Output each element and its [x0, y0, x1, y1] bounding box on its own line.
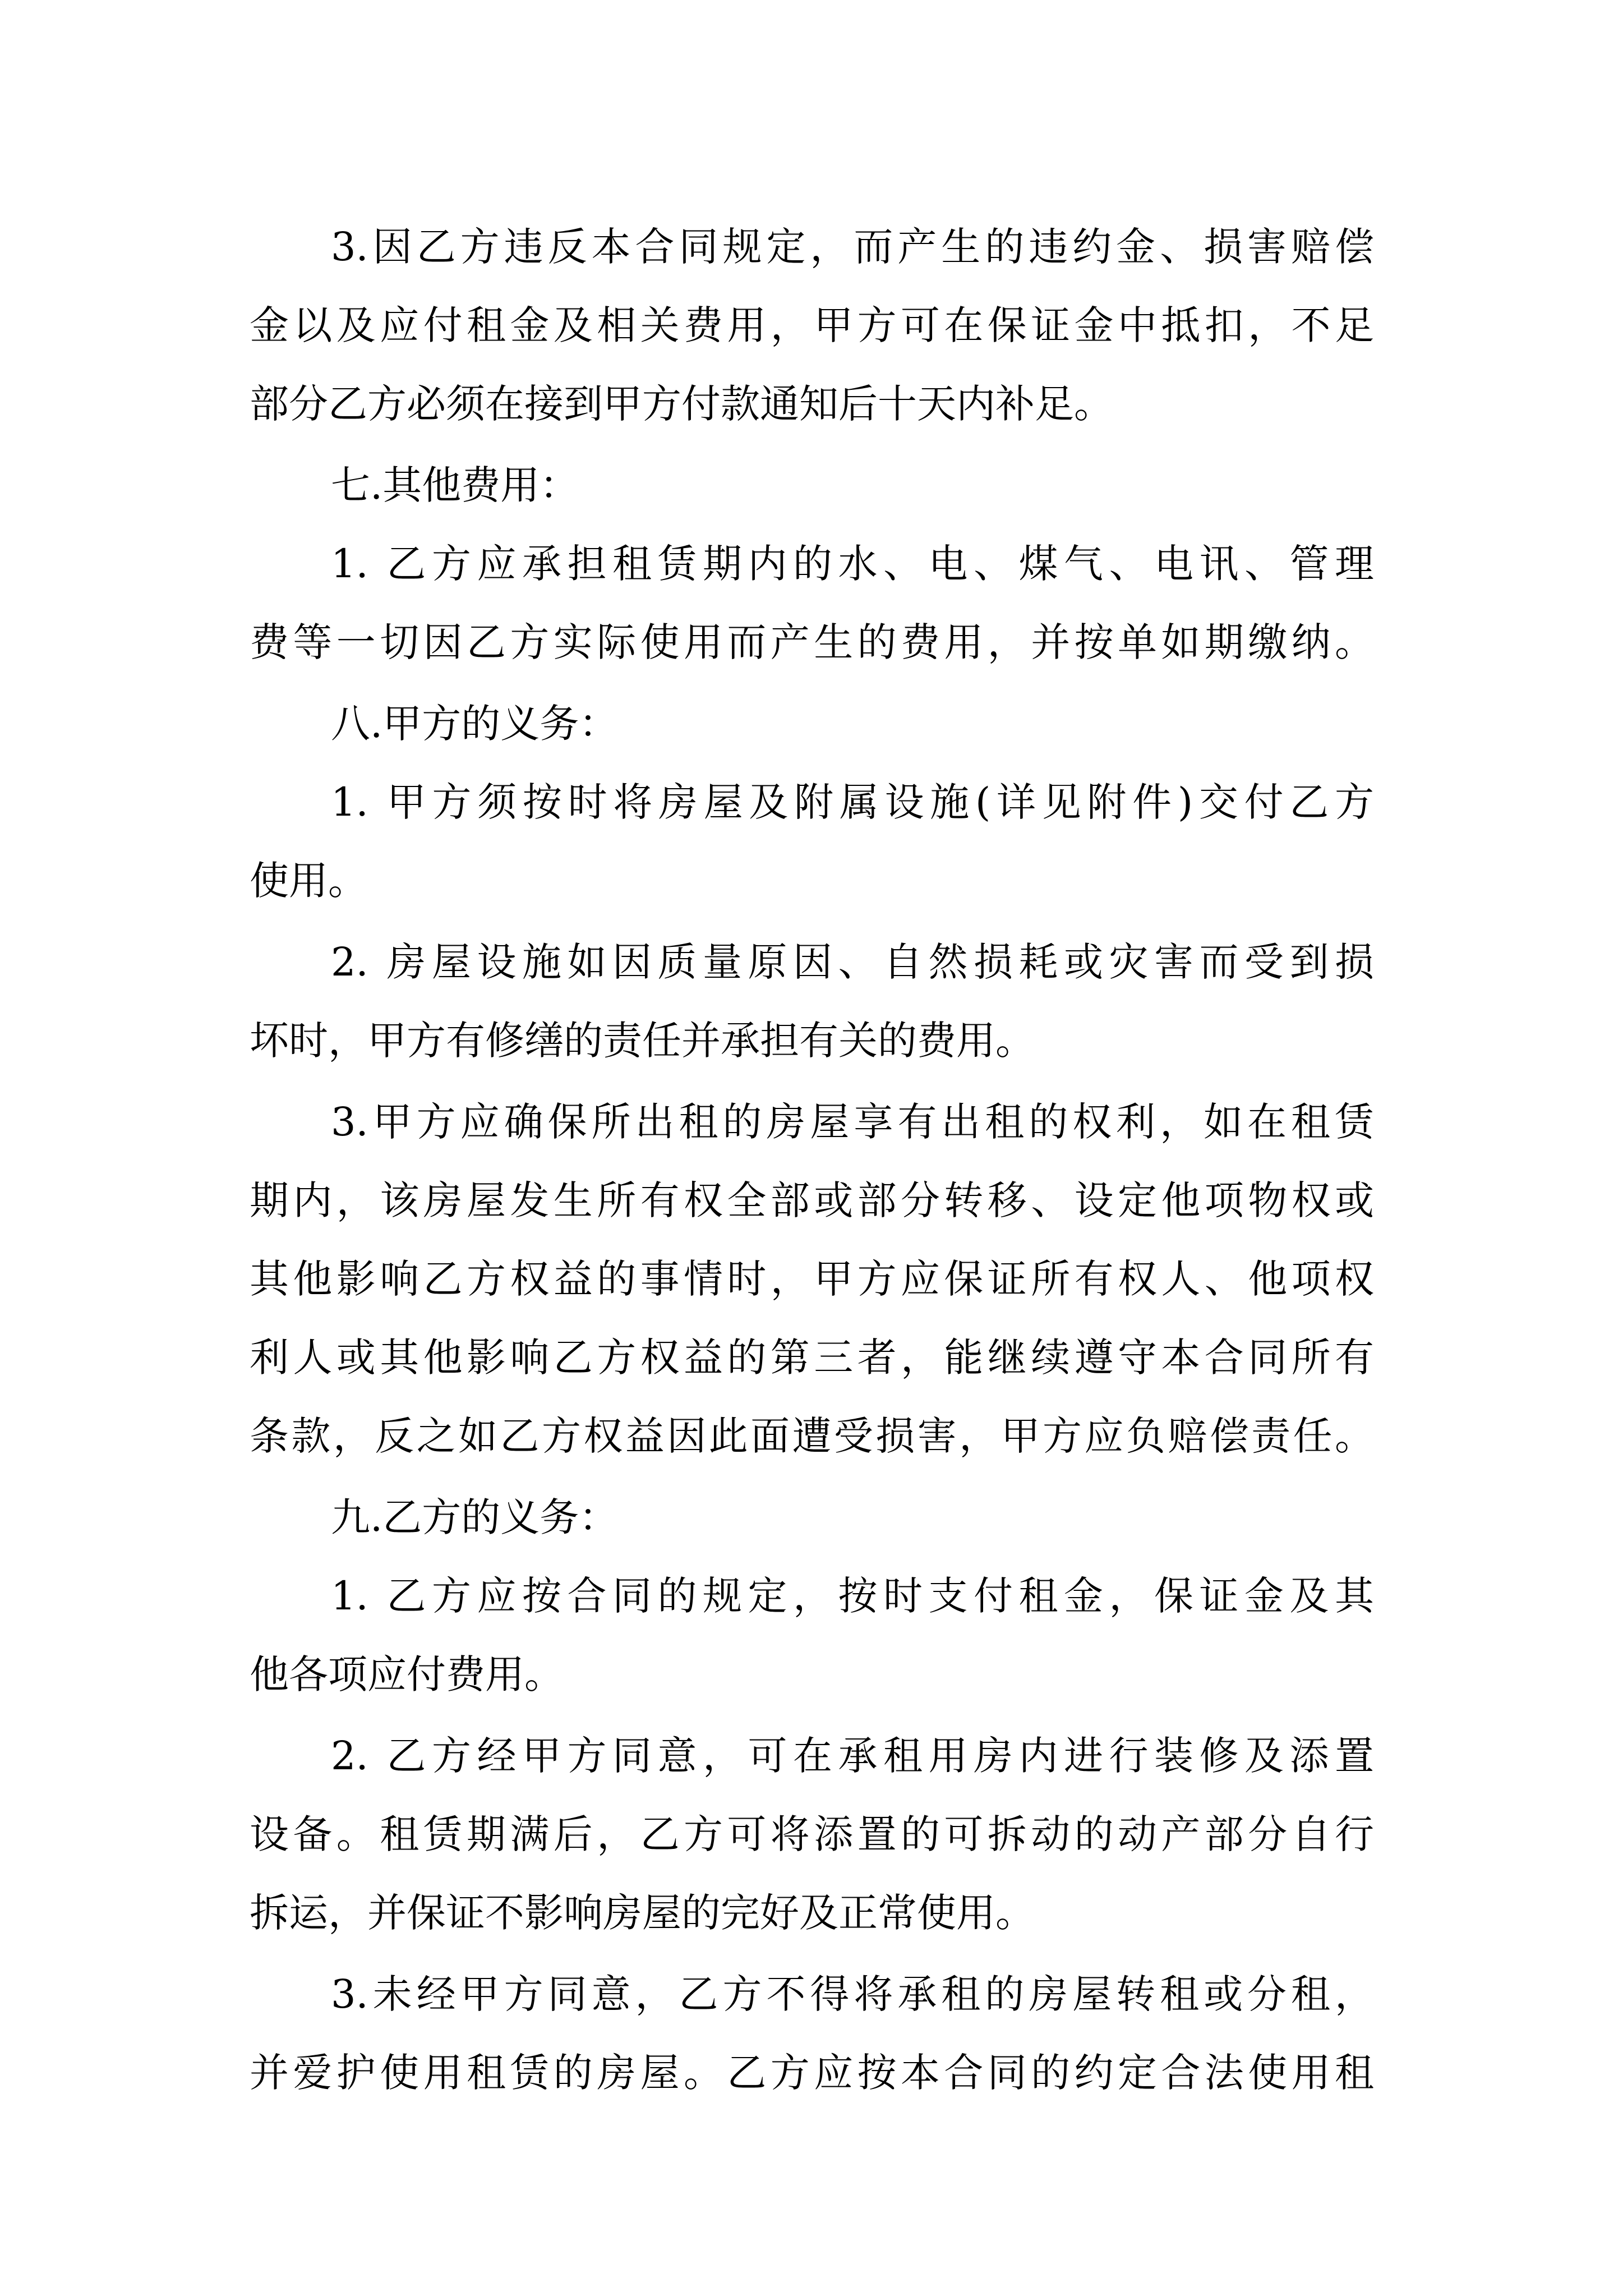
text-line: 3.甲方应确保所出租的房屋享有出租的权利，如在租赁 — [331, 1099, 1374, 1145]
section-heading: 九.乙方的义务： — [331, 1494, 619, 1540]
text-line: 2. 房屋设施如因质量原因、自然损耗或灾害而受到损 — [331, 939, 1374, 985]
text-line: 费等一切因乙方实际使用而产生的费用，并按单如期缴纳。 — [250, 619, 1374, 665]
text-line: 利人或其他影响乙方权益的第三者，能继续遵守本合同所有 — [250, 1335, 1374, 1381]
text-line: 使用。 — [250, 858, 367, 904]
section-heading: 七.其他费用： — [331, 462, 579, 508]
text-line: 设备。租赁期满后，乙方可将添置的可拆动的动产部分自行 — [250, 1811, 1374, 1857]
section-heading: 八.甲方的义务： — [331, 701, 619, 747]
text-line: 3.因乙方违反本合同规定，而产生的违约金、损害赔偿 — [331, 224, 1374, 270]
text-line: 2. 乙方经甲方同意，可在承租用房内进行装修及添置 — [331, 1733, 1374, 1779]
text-line: 1. 乙方应承担租赁期内的水、电、煤气、电讯、管理 — [331, 541, 1374, 587]
text-line: 坏时，甲方有修缮的责任并承担有关的费用。 — [250, 1018, 1035, 1064]
text-line: 期内，该房屋发生所有权全部或部分转移、设定他项物权或 — [250, 1177, 1374, 1223]
text-line: 他各项应付费用。 — [250, 1651, 564, 1697]
text-line: 其他影响乙方权益的事情时，甲方应保证所有权人、他项权 — [250, 1256, 1374, 1302]
text-line: 部分乙方必须在接到甲方付款通知后十天内补足。 — [250, 381, 1113, 427]
text-line: 拆运，并保证不影响房屋的完好及正常使用。 — [250, 1890, 1035, 1936]
text-line: 条款，反之如乙方权益因此面遭受损害，甲方应负赔偿责任。 — [250, 1413, 1374, 1459]
text-line: 金以及应付租金及相关费用，甲方可在保证金中抵扣，不足 — [250, 302, 1374, 348]
text-line: 3.未经甲方同意，乙方不得将承租的房屋转租或分租， — [331, 1971, 1374, 2017]
text-line: 1. 甲方须按时将房屋及附属设施(详见附件)交付乙方 — [331, 779, 1374, 825]
text-line: 1. 乙方应按合同的规定，按时支付租金，保证金及其 — [331, 1573, 1374, 1619]
text-line: 并爱护使用租赁的房屋。乙方应按本合同的约定合法使用租 — [250, 2050, 1374, 2096]
